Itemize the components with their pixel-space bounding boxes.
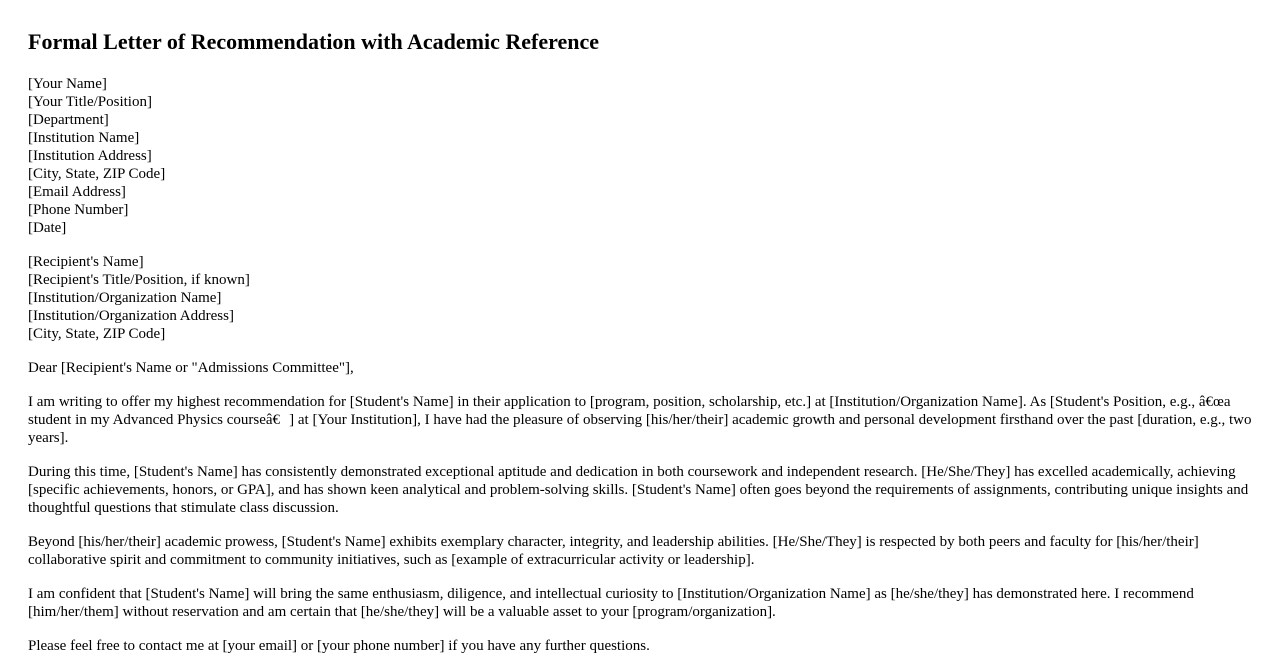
sender-phone: [Phone Number] (28, 202, 129, 218)
sender-title: [Your Title/Position] (28, 94, 152, 110)
sender-city-state-zip: [City, State, ZIP Code] (28, 166, 166, 182)
sender-address-block (28, 75, 1258, 237)
recipient-organization: [Institution/Organization Name] (28, 290, 222, 306)
recipient-city-state-zip: [City, State, ZIP Code] (28, 326, 166, 342)
page-title: Formal Letter of Recommendation with Academic Reference (28, 29, 600, 54)
sender-institution: [Institution Name] (28, 130, 140, 146)
recipient-name: [Recipient's Name] (28, 254, 144, 270)
sender-email: [Email Address] (28, 184, 126, 200)
sender-department: [Department] (28, 112, 109, 128)
sender-name: [Your Name] (28, 76, 107, 92)
letter-document (28, 0, 1258, 655)
body-paragraph-character: Beyond [his/her/their] academic prowess, [Student's Name] exhibits exemplary character, integrity, and leadership abilities. [He/She/They] is respected by both peers and faculty for [his/her/their] collaborative spirit and commitment to community initiatives, such as [example of extracurricular activity or leadership]. (28, 534, 1199, 568)
letter-date: [Date] (28, 220, 67, 236)
body-paragraph-contact: Please feel free to contact me at [your email] or [your phone number] if you have any further questions. (28, 638, 650, 654)
recipient-address-block (28, 253, 1258, 343)
salutation: Dear [Recipient's Name or "Admissions Committee"], (28, 360, 354, 376)
sender-institution-address: [Institution Address] (28, 148, 152, 164)
body-paragraph-academics: During this time, [Student's Name] has consistently demonstrated exceptional aptitude and dedication in both coursework and independent research. [He/She/They] has excelled academically, achieving [specific achievements, honors, or GPA], and has shown keen analytical and problem-solving skills. [Student's Name] often goes beyond the requirements of assignments, contributing unique insights and thoughtful questions that stimulate class discussion. (28, 464, 1249, 516)
recipient-title: [Recipient's Title/Position, if known] (28, 272, 250, 288)
body-paragraph-intro: I am writing to offer my highest recommendation for [Student's Name] in their application to [program, position, scholarship, etc.] at [Institution/Organization Name]. As [Student's Position, e.g., â€œa student in my Advanced Physics courseâ€] at [Your Institution], I have had the pleasure of observing [his/her/their] academic growth and personal development firsthand over the past [duration, e.g., two years]. (28, 394, 1252, 446)
body-paragraph-conclusion: I am confident that [Student's Name] will bring the same enthusiasm, diligence, and intellectual curiosity to [Institution/Organization Name] as [he/she/they] has demonstrated here. I recommend [him/her/them] without reservation and am certain that [he/she/they] will be a valuable asset to your [program/organization]. (28, 586, 1194, 620)
recipient-organization-address: [Institution/Organization Address] (28, 308, 234, 324)
